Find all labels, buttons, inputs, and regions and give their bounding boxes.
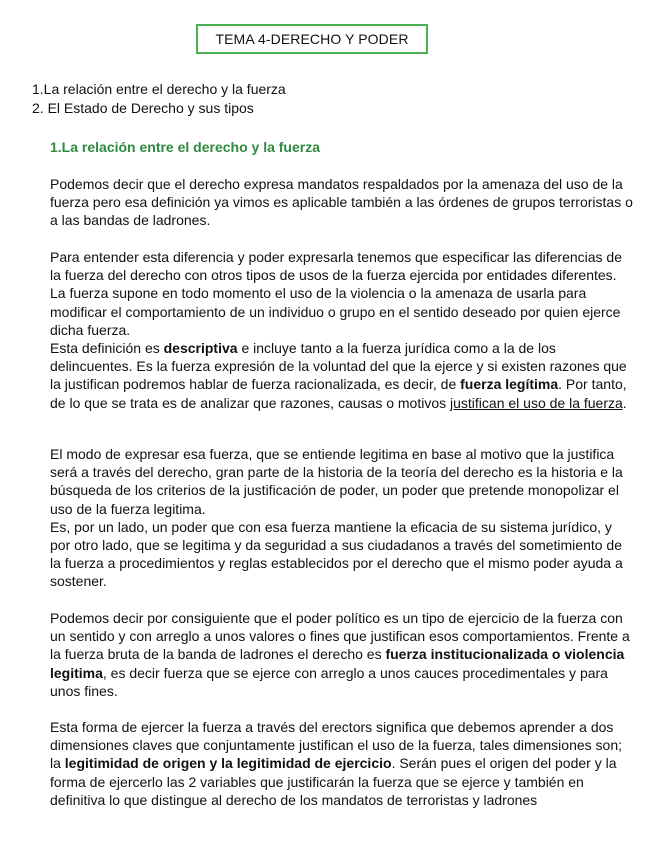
paragraph-7-part-2: . Serán pues el origen del poder y la forma de ejercerlo las 2 variables que justificarán la fuerza que se ejerce y también en definitiva lo que distingue al derecho de los mandatos de terroristas y ladrones bbox=[50, 755, 617, 808]
paragraph-1-text: Podemos decir que el derecho expresa mandatos respaldados por la amenaza del uso de la fuerza pero esa definición ya vimos es aplicable también a las órdenes de grupos terroristas o a las bandas de ladrones. bbox=[50, 176, 633, 229]
paragraph-6-bold-1: fuerza institucionalizada o violencia legitima bbox=[50, 646, 625, 681]
paragraph-3-text bbox=[50, 339, 634, 412]
paragraph-3-part-2: e incluye tanto a la fuerza jurídica como a la de los delincuentes. Es la fuerza expresión de la voluntad del que la ejerce y si existen razones que la justifican podremos hablar de fuerza racionalizada, es decir, de bbox=[50, 340, 627, 393]
paragraph-4-text: El modo de expresar esa fuerza, que se entiende legitima en base al motivo que la justifica será a través del derecho, gran parte de la historia de la teoría del derecho es la historia e la búsqueda de los criterios de la justificación de poder, un poder que pretende monopolizar el uso de la fuerza legitima. bbox=[50, 446, 623, 517]
paragraph-3-part-1: Esta definición es bbox=[50, 340, 164, 357]
paragraph-1 bbox=[50, 175, 634, 230]
paragraph-6 bbox=[50, 609, 634, 700]
paragraph-2 bbox=[50, 248, 634, 412]
paragraph-7-bold-1: legitimidad de origen y la legitimidad de ejercicio bbox=[64, 755, 392, 772]
paragraph-3-bold-2: fuerza legítima bbox=[460, 376, 559, 393]
paragraph-7-text bbox=[50, 718, 634, 809]
paragraph-3-part-4: . bbox=[622, 394, 627, 411]
paragraph-5-text: Es, por un lado, un poder que con esa fuerza mantiene la eficacia de su sistema jurídico, y por otro lado, que se legitima y da seguridad a sus ciudadanos a través del sometimiento de la fuerza a procedimientos y reglas establecidos por el derecho que el mismo poder ayuda a sostener. bbox=[50, 518, 623, 590]
table-of-contents bbox=[32, 80, 286, 118]
paragraph-6-part-2: , es decir fuerza que se ejerce con arreglo a unos cauces procedimentales y para unos fines. bbox=[50, 664, 608, 699]
paragraph-4 bbox=[50, 445, 634, 591]
toc-item-2: 2. El Estado de Derecho y sus tipos bbox=[32, 100, 254, 116]
paragraph-6-text bbox=[50, 609, 634, 700]
paragraph-7 bbox=[50, 718, 634, 809]
paragraph-3-underlined: justifican el uso de la fuerza bbox=[450, 394, 623, 411]
paragraph-7-part-1: Esta forma de ejercer la fuerza a través del erectors significa que debemos aprender a dos dimensiones claves que conjuntamente justifican el uso de la fuerza, tales dimensiones son; la bbox=[50, 719, 622, 772]
paragraph-3-part-3: . Por tanto, de lo que se trata es de analizar que razones, causas o motivos bbox=[50, 376, 627, 411]
document-title: TEMA 4-DERECHO Y PODER bbox=[196, 24, 428, 54]
paragraph-3-bold-1: descriptiva bbox=[163, 340, 238, 357]
paragraph-2-text: Para entender esta diferencia y poder expresarla tenemos que especificar las diferencias de la fuerza del derecho con otros tipos de usos de la fuerza ejercida por entidades diferentes. La fuerza supone en todo momento el uso de la violencia o la amenaza de usarla para modificar el comportamiento de un individuo o grupo en el sentido deseado por quien ejerce dicha fuerza. bbox=[50, 249, 622, 338]
section-heading: 1.La relación entre el derecho y la fuerza bbox=[50, 139, 320, 155]
toc-item-1: 1.La relación entre el derecho y la fuerza bbox=[32, 81, 286, 97]
paragraph-6-part-1: Podemos decir por consiguiente que el poder político es un tipo de ejercicio de la fuerza con un sentido y con arreglo a unos valores o fines que justifican esos comportamientos. Frente a la fuerza bruta de la banda de ladrones el derecho es bbox=[50, 610, 630, 663]
